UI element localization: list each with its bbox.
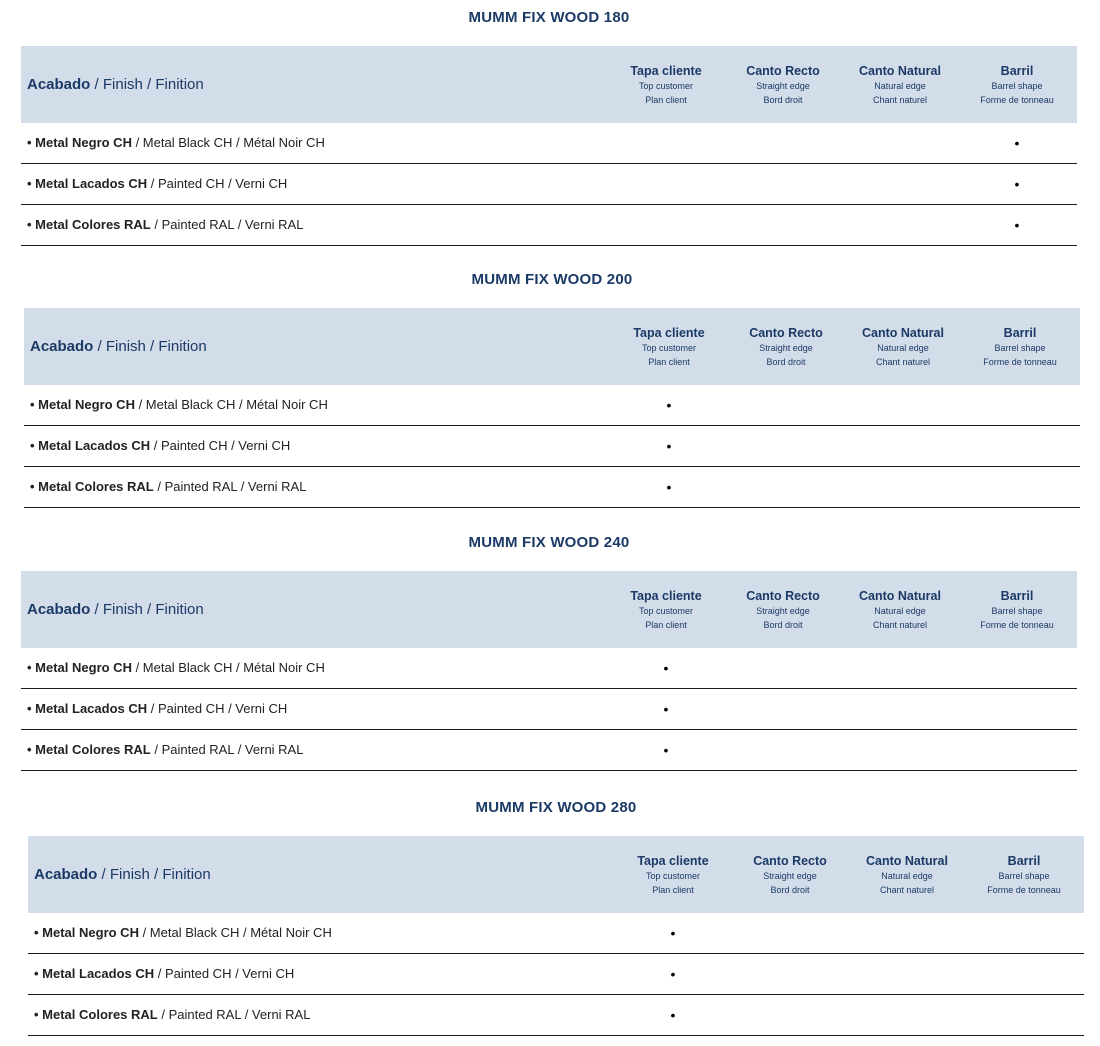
column-header <box>965 326 1075 369</box>
column-header-sub: Barrel shape <box>991 81 1043 91</box>
row-label <box>34 954 294 994</box>
row-label-rest: / Painted CH / Verni CH <box>147 701 288 716</box>
column-header <box>848 326 958 369</box>
column-header <box>728 589 838 632</box>
column-header-sub: Chant naturel <box>879 885 935 895</box>
column-header-main: Barril <box>1003 326 1037 340</box>
finish-header-strong: Acabado <box>27 76 91 93</box>
table-header <box>21 571 1077 648</box>
column-header-sub: Top customer <box>641 343 697 353</box>
column-header-sub: Forme de tonneau <box>980 620 1054 630</box>
column-header-sub: Straight edge <box>756 81 810 91</box>
section-title: MUMM FIX WOOD 180 <box>468 9 630 26</box>
table-row <box>21 123 1077 164</box>
column-header-main: Canto Natural <box>859 589 941 603</box>
product-table-section <box>24 264 1080 508</box>
column-header-sub: Forme de tonneau <box>987 885 1061 895</box>
availability-mark: • <box>666 438 672 454</box>
column-header-sub: Plan client <box>645 620 687 630</box>
row-label-strong: • Metal Negro CH <box>34 925 139 940</box>
row-label-strong: • Metal Colores RAL <box>30 479 154 494</box>
table-row <box>24 385 1080 426</box>
column-header-main: Barril <box>1000 64 1034 78</box>
column-header <box>618 854 728 897</box>
column-header-sub: Top customer <box>645 871 701 881</box>
row-label <box>27 164 287 204</box>
column-header-main: Tapa cliente <box>630 589 702 603</box>
availability-mark: • <box>1014 176 1020 192</box>
finish-header-label <box>27 46 204 123</box>
finish-header-strong: Acabado <box>34 866 98 883</box>
section-title: MUMM FIX WOOD 200 <box>471 271 633 288</box>
availability-mark: • <box>663 742 669 758</box>
product-table-section <box>28 792 1084 1036</box>
table-row <box>24 467 1080 508</box>
row-label-rest: / Metal Black CH / Métal Noir CH <box>134 397 328 412</box>
row-label-strong: • Metal Negro CH <box>27 660 132 675</box>
table-row <box>21 730 1077 771</box>
availability-mark: • <box>1014 217 1020 233</box>
row-label <box>34 913 332 953</box>
finish-header-label <box>27 571 204 648</box>
table-row <box>28 995 1084 1036</box>
column-header-sub: Bord droit <box>766 357 806 367</box>
row-label-rest: / Painted CH / Verni CH <box>147 176 288 191</box>
column-header <box>962 64 1072 107</box>
column-header <box>728 64 838 107</box>
finish-header-rest: / Finish / Finition <box>93 338 207 355</box>
availability-mark: • <box>666 397 672 413</box>
row-label <box>30 426 290 466</box>
row-label-rest: / Painted RAL / Verni RAL <box>150 217 304 232</box>
availability-mark: • <box>670 1007 676 1023</box>
column-header-sub: Barrel shape <box>998 871 1050 881</box>
row-label-rest: / Painted CH / Verni CH <box>150 438 291 453</box>
column-header <box>735 854 845 897</box>
section-title: MUMM FIX WOOD 240 <box>468 534 630 551</box>
column-header <box>731 326 841 369</box>
row-label <box>27 648 325 688</box>
column-header-main: Barril <box>1007 854 1041 868</box>
column-header <box>969 854 1079 897</box>
table-header <box>28 836 1084 913</box>
column-header-main: Barril <box>1000 589 1034 603</box>
availability-mark: • <box>663 660 669 676</box>
column-header-sub: Natural edge <box>874 606 926 616</box>
product-table-section <box>21 527 1077 771</box>
table-row <box>21 689 1077 730</box>
finish-header-label <box>30 308 207 385</box>
column-header-sub: Forme de tonneau <box>983 357 1057 367</box>
row-label <box>27 689 287 729</box>
row-label-rest: / Metal Black CH / Métal Noir CH <box>138 925 332 940</box>
row-label-rest: / Painted RAL / Verni RAL <box>150 742 304 757</box>
row-label-rest: / Metal Black CH / Métal Noir CH <box>131 660 325 675</box>
column-header <box>614 326 724 369</box>
column-header-main: Tapa cliente <box>633 326 705 340</box>
table-row <box>24 426 1080 467</box>
column-header-main: Canto Recto <box>753 854 827 868</box>
row-label-strong: • Metal Colores RAL <box>27 742 151 757</box>
availability-mark: • <box>1014 135 1020 151</box>
row-label-rest: / Painted CH / Verni CH <box>154 966 295 981</box>
availability-mark: • <box>670 925 676 941</box>
row-label <box>30 385 328 425</box>
column-header-sub: Forme de tonneau <box>980 95 1054 105</box>
column-header-main: Canto Recto <box>749 326 823 340</box>
column-header-sub: Plan client <box>645 95 687 105</box>
row-label-rest: / Painted RAL / Verni RAL <box>157 1007 311 1022</box>
table-row <box>21 205 1077 246</box>
table-row <box>21 164 1077 205</box>
column-header-main: Tapa cliente <box>630 64 702 78</box>
finish-header-rest: / Finish / Finition <box>90 601 204 618</box>
column-header-sub: Straight edge <box>759 343 813 353</box>
column-header-sub: Straight edge <box>763 871 817 881</box>
row-label-strong: • Metal Colores RAL <box>34 1007 158 1022</box>
column-header-sub: Chant naturel <box>875 357 931 367</box>
row-label-rest: / Metal Black CH / Métal Noir CH <box>131 135 325 150</box>
column-header-sub: Chant naturel <box>872 95 928 105</box>
column-header-sub: Natural edge <box>881 871 933 881</box>
column-header <box>845 64 955 107</box>
table-row <box>21 648 1077 689</box>
column-header-sub: Chant naturel <box>872 620 928 630</box>
column-header-main: Canto Natural <box>859 64 941 78</box>
row-label-strong: • Metal Lacados CH <box>27 701 148 716</box>
row-label-strong: • Metal Negro CH <box>30 397 135 412</box>
availability-mark: • <box>666 479 672 495</box>
table-row <box>28 913 1084 954</box>
availability-mark: • <box>663 701 669 717</box>
column-header-sub: Barrel shape <box>991 606 1043 616</box>
row-label <box>27 205 303 245</box>
availability-mark: • <box>670 966 676 982</box>
finish-header-strong: Acabado <box>30 338 94 355</box>
column-header-sub: Top customer <box>638 81 694 91</box>
row-label <box>27 730 303 770</box>
column-header-main: Tapa cliente <box>637 854 709 868</box>
column-header <box>852 854 962 897</box>
section-title: MUMM FIX WOOD 280 <box>475 799 637 816</box>
column-header-main: Canto Natural <box>862 326 944 340</box>
column-header-main: Canto Recto <box>746 589 820 603</box>
column-header-sub: Straight edge <box>756 606 810 616</box>
column-header-sub: Barrel shape <box>994 343 1046 353</box>
column-header <box>611 589 721 632</box>
column-header-sub: Top customer <box>638 606 694 616</box>
finish-header-rest: / Finish / Finition <box>90 76 204 93</box>
column-header-sub: Bord droit <box>763 620 803 630</box>
row-label-strong: • Metal Lacados CH <box>30 438 151 453</box>
column-header-sub: Plan client <box>648 357 690 367</box>
row-label-strong: • Metal Lacados CH <box>34 966 155 981</box>
column-header-main: Canto Recto <box>746 64 820 78</box>
column-header-sub: Natural edge <box>877 343 929 353</box>
table-row <box>28 954 1084 995</box>
column-header-main: Canto Natural <box>866 854 948 868</box>
row-label-rest: / Painted RAL / Verni RAL <box>153 479 307 494</box>
finish-header-label <box>34 836 211 913</box>
column-header <box>962 589 1072 632</box>
row-label-strong: • Metal Negro CH <box>27 135 132 150</box>
row-label <box>34 995 310 1035</box>
finish-header-strong: Acabado <box>27 601 91 618</box>
column-header-sub: Bord droit <box>763 95 803 105</box>
table-header <box>21 46 1077 123</box>
row-label <box>27 123 325 163</box>
column-header <box>845 589 955 632</box>
column-header <box>611 64 721 107</box>
column-header-sub: Natural edge <box>874 81 926 91</box>
column-header-sub: Plan client <box>652 885 694 895</box>
row-label-strong: • Metal Lacados CH <box>27 176 148 191</box>
finish-header-rest: / Finish / Finition <box>97 866 211 883</box>
table-header <box>24 308 1080 385</box>
row-label-strong: • Metal Colores RAL <box>27 217 151 232</box>
row-label <box>30 467 306 507</box>
column-header-sub: Bord droit <box>770 885 810 895</box>
product-table-section <box>21 2 1077 246</box>
